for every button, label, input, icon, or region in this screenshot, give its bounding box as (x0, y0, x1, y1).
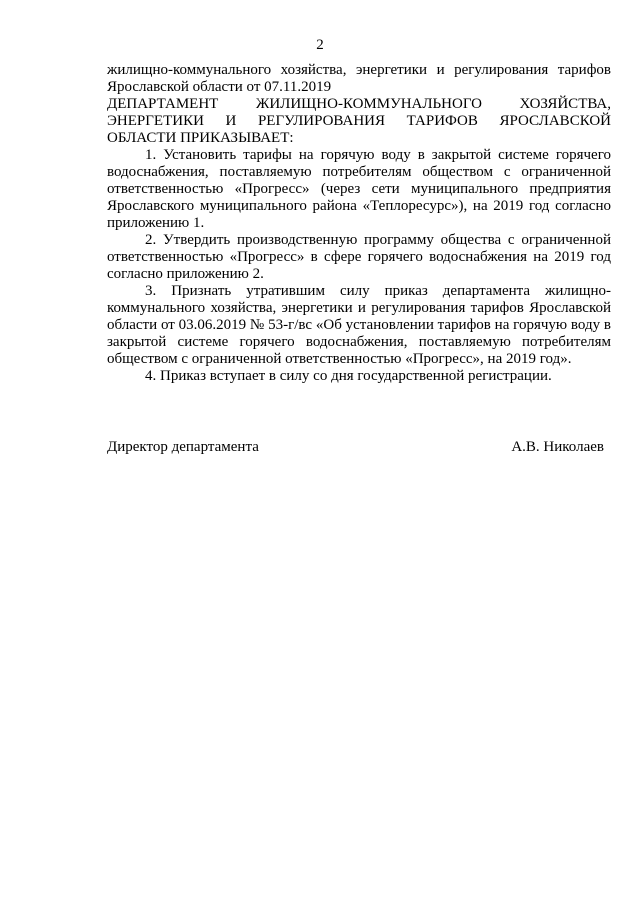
continued-text-line-1: жилищно-коммунального хозяйства, энергетики и регулирования тарифов (107, 62, 611, 78)
signatory-position: Директор департамента (107, 439, 259, 455)
order-heading-line-3: ОБЛАСТИ ПРИКАЗЫВАЕТ: (107, 130, 294, 146)
signature-block (107, 439, 604, 456)
order-item-3: 3. Признать утратившим силу приказ департамента жилищно-коммунального хозяйства, энергетики и регулирования тарифов Ярославской области от 03.06.2019 № 53-г/вс «Об установлении тарифов на горячую воду в закрытой системе горячего водоснабжения, поставляемую потребителям обществом с ограниченной ответственностью «Прогресс», на 2019 год». (107, 283, 611, 367)
signatory-name: А.В. Николаев (511, 439, 604, 455)
order-item-1: 1. Установить тарифы на горячую воду в закрытой системе горячего водоснабжения, поставляемую потребителям обществом с ограниченной ответственностью «Прогресс» (через сети муниципального предприятия Ярославского муниципального района «Теплоресурс»), на 2019 год согласно приложению 1. (107, 147, 611, 231)
order-item-2: 2. Утвердить производственную программу общества с ограниченной ответственностью «Прогресс» в сфере горячего водоснабжения на 2019 год согласно приложению 2. (107, 232, 611, 282)
continued-text-line-2: Ярославской области от 07.11.2019 (107, 79, 332, 95)
order-heading (107, 96, 611, 147)
order-item-4: 4. Приказ вступает в силу со дня государственной регистрации. (145, 368, 552, 384)
order-heading-line-2: ЭНЕРГЕТИКИ И РЕГУЛИРОВАНИЯ ТАРИФОВ ЯРОСЛАВСКОЙ (107, 113, 611, 129)
document-body (107, 62, 611, 385)
order-heading-line-1: ДЕПАРТАМЕНТ ЖИЛИЩНО-КОММУНАЛЬНОГО ХОЗЯЙСТВА, (107, 96, 611, 112)
page-number: 2 (316, 37, 324, 53)
continued-text (107, 62, 611, 96)
